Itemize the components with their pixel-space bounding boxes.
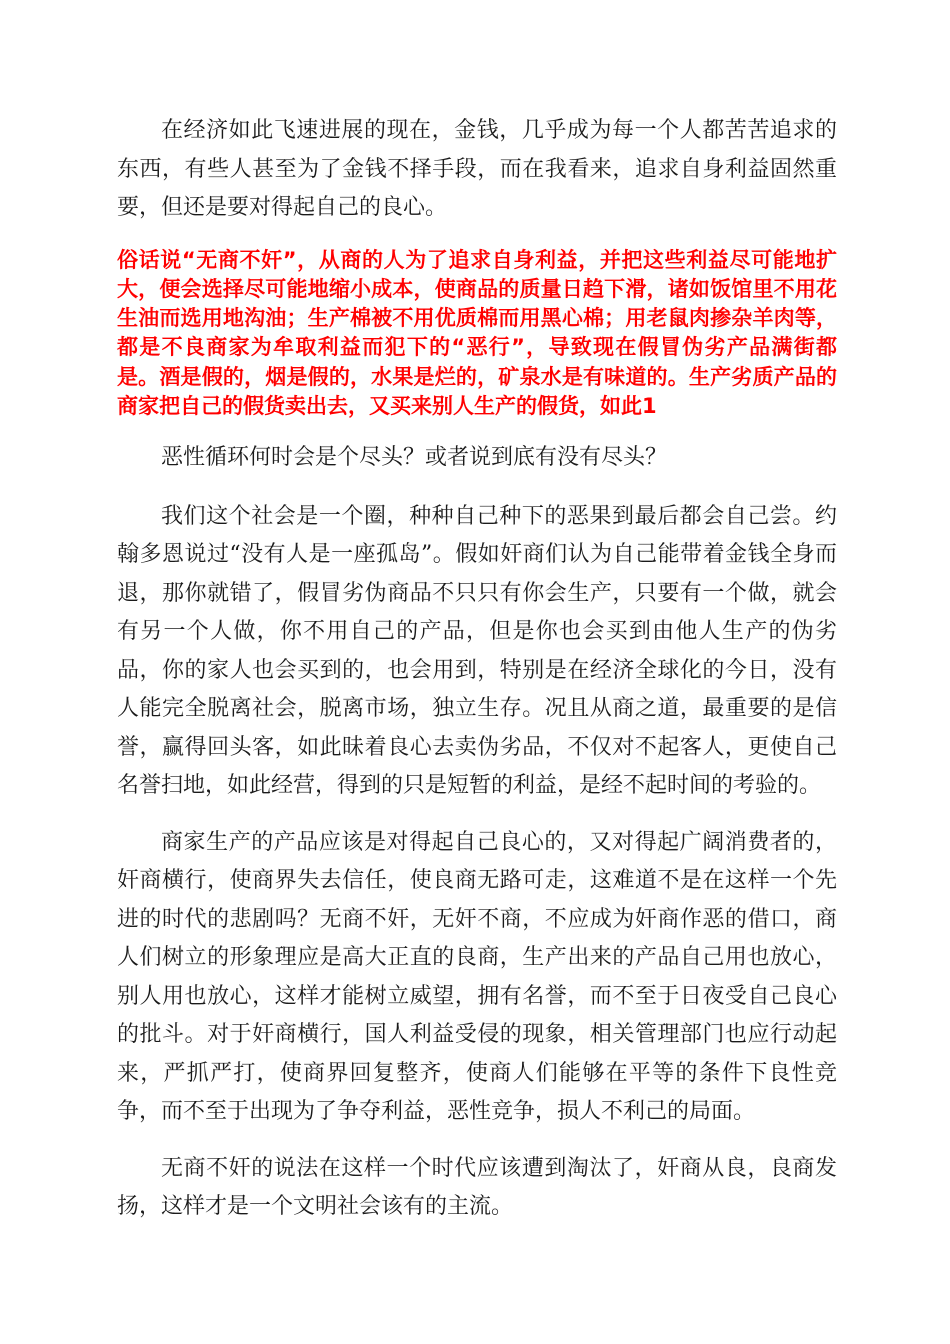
paragraph-merchant-conscience: 商家生产的产品应该是对得起自己良心的，又对得起广阔消费者的，奸商横行，使商界失去信任，使良商无路可走，这难道不是在这样一个先进的时代的悲剧吗？无商不奸，无奸不商，不应成为奸商作恶的借口，商人们树立的形象理应是高大正直的良商，生产出来的产品自己用也放心，别人用也放心，这样才能树立威望，拥有名誉，而不至于日夜受自己良心的批斗。对于奸商横行，国人利益受侵的现象，相关管理部门也应行动起来，严抓严打，使商界回复整齐，使商人们能够在平等的条件下良性竞争，而不至于出现为了争夺利益，恶性竞争，损人不利己的局面。 xyxy=(117,829,837,1125)
paragraph-society-circle: 我们这个社会是一个圈，种种自己种下的恶果到最后都会自己尝。约翰多恩说过“没有人是一座孤岛”。假如奸商们认为自己能带着金钱全身而退，那你就错了，假冒劣伪商品不只只有你会生产，只要有一个做，就会有另一个人做，你不用自己的产品，但是你也会买到由他人生产的伪劣品，你的家人也会买到的，也会用到，特别是在经济全球化的今日，没有人能完全脱离社会，脱离市场，独立生存。况且从商之道，最重要的是信誉，赢得回头客，如此昧着良心去卖伪劣品，不仅对不起客人，更使自己名誉扫地，如此经营，得到的只是短暂的利益，是经不起时间的考验的。 xyxy=(117,503,837,799)
paragraph-intro: 在经济如此飞速进展的现在，金钱，几乎成为每一个人都苦苦追求的东西，有些人甚至为了金钱不择手段，而在我看来，追求自身利益固然重要，但还是要对得起自己的良心。 xyxy=(117,118,837,220)
document-page xyxy=(117,112,837,1245)
paragraph-question: 恶性循环何时会是个尽头？或者说到底有没有尽头？ xyxy=(161,445,668,471)
paragraph-conclusion: 无商不奸的说法在这样一个时代应该遭到淘汰了，奸商从良，良商发扬，这样才是一个文明社会该有的主流。 xyxy=(117,1155,837,1220)
paragraph-highlighted-red: 俗话说“无商不奸”，从商的人为了追求自身利益，并把这些利益尽可能地扩大，便会选择尽可能地缩小成本，使商品的质量日趋下滑，诸如饭馆里不用花生油而选用地沟油；生产棉被不用优质棉而用黑心棉；用老鼠肉掺杂羊肉等，都是不良商家为牟取利益而犯下的“恶行”，导致现在假冒伪劣产品满街都是。酒是假的，烟是假的，水果是烂的，矿泉水是有味道的。生产劣质产品的商家把自己的假货卖出去，又买来别人生产的假货，如此1 xyxy=(117,247,837,418)
